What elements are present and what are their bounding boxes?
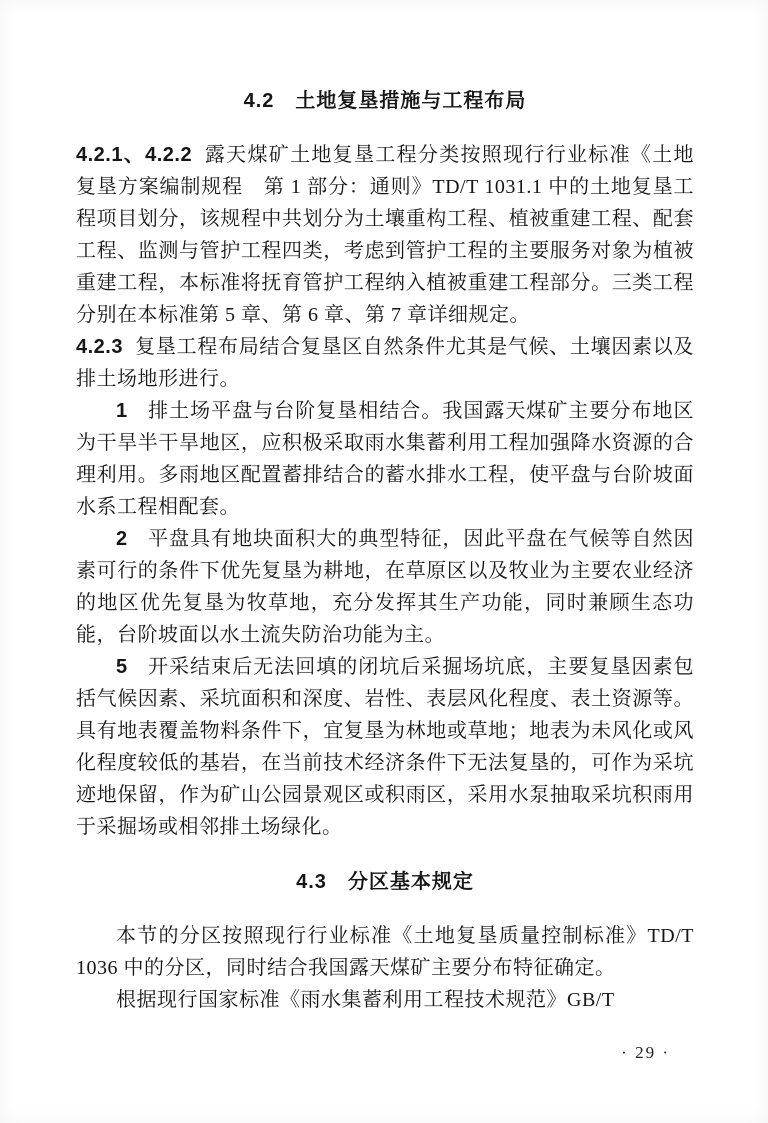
list-item-5 xyxy=(76,651,694,843)
clause-4-2-1-number: 4.2.1、4.2.2 xyxy=(76,144,193,166)
clause-4-2-3-paragraph xyxy=(76,331,694,395)
clause-4-2-3-number: 4.2.3 xyxy=(76,336,123,358)
section-4-3-paragraph-2: 根据现行国家标准《雨水集蓄利用工程技术规范》GB/T xyxy=(116,989,615,1011)
section-heading-4-3: 4.3 分区基本规定 xyxy=(296,871,474,893)
page-number: · 29 · xyxy=(621,1043,670,1062)
clause-4-2-1-paragraph xyxy=(76,139,694,331)
list-item-2-text: 平盘具有地块面积大的典型特征，因此平盘在气候等自然因素可行的条件下优先复垦为耕地，在草原区以及牧业为主要农业经济的地区优先复垦为牧草地，充分发挥其生产功能，同时兼顾生态功能，台阶坡面以水土流失防治功能为主。 xyxy=(76,528,694,646)
section-heading-4-2: 4.2 土地复垦措施与工程布局 xyxy=(243,90,527,112)
list-item-5-text: 开采结束后无法回填的闭坑后采掘场坑底，主要复垦因素包括气候因素、采坑面积和深度、岩性、表层风化程度、表土资源等。具有地表覆盖物料条件下，宜复垦为林地或草地；地表为未风化或风化程度较低的基岩，在当前技术经济条件下无法复垦的，可作为采坑迹地保留，作为矿山公园景观区或积雨区，采用水泵抽取采坑积雨用于采掘场或相邻排土场绿化。 xyxy=(76,656,694,838)
clause-4-2-1-text: 露天煤矿土地复垦工程分类按照现行行业标准《土地复垦方案编制规程 第 1 部分：通则》TD/T 1031.1 中的土地复垦工程项目划分，该规程中共划分为土壤重构工程、植被重建工程、配套工程、监测与管护工程四类，考虑到管护工程的主要服务对象为植被重建工程，本标准将抚育管护工程纳入植被重建工程部分。三类工程分别在本标准第 5 章、第 6 章、第 7 章详细规定。 xyxy=(76,144,695,326)
list-item-5-number: 5 xyxy=(116,656,128,678)
list-item-1 xyxy=(76,395,694,523)
clause-4-2-3-text: 复垦工程布局结合复垦区自然条件尤其是气候、土壤因素以及排土场地形进行。 xyxy=(76,336,694,390)
list-item-2 xyxy=(76,523,694,651)
list-item-2-number: 2 xyxy=(116,528,128,550)
list-item-1-text: 排土场平盘与台阶复垦相结合。我国露天煤矿主要分布地区为干旱半干旱地区，应积极采取雨水集蓄利用工程加强降水资源的合理利用。多雨地区配置蓄排结合的蓄水排水工程，使平盘与台阶坡面水系工程相配套。 xyxy=(76,400,694,518)
list-item-1-number: 1 xyxy=(116,400,128,422)
section-4-3-paragraph-1: 本节的分区按照现行行业标准《土地复垦质量控制标准》TD/T 1036 中的分区，同时结合我国露天煤矿主要分布特征确定。 xyxy=(76,925,694,979)
